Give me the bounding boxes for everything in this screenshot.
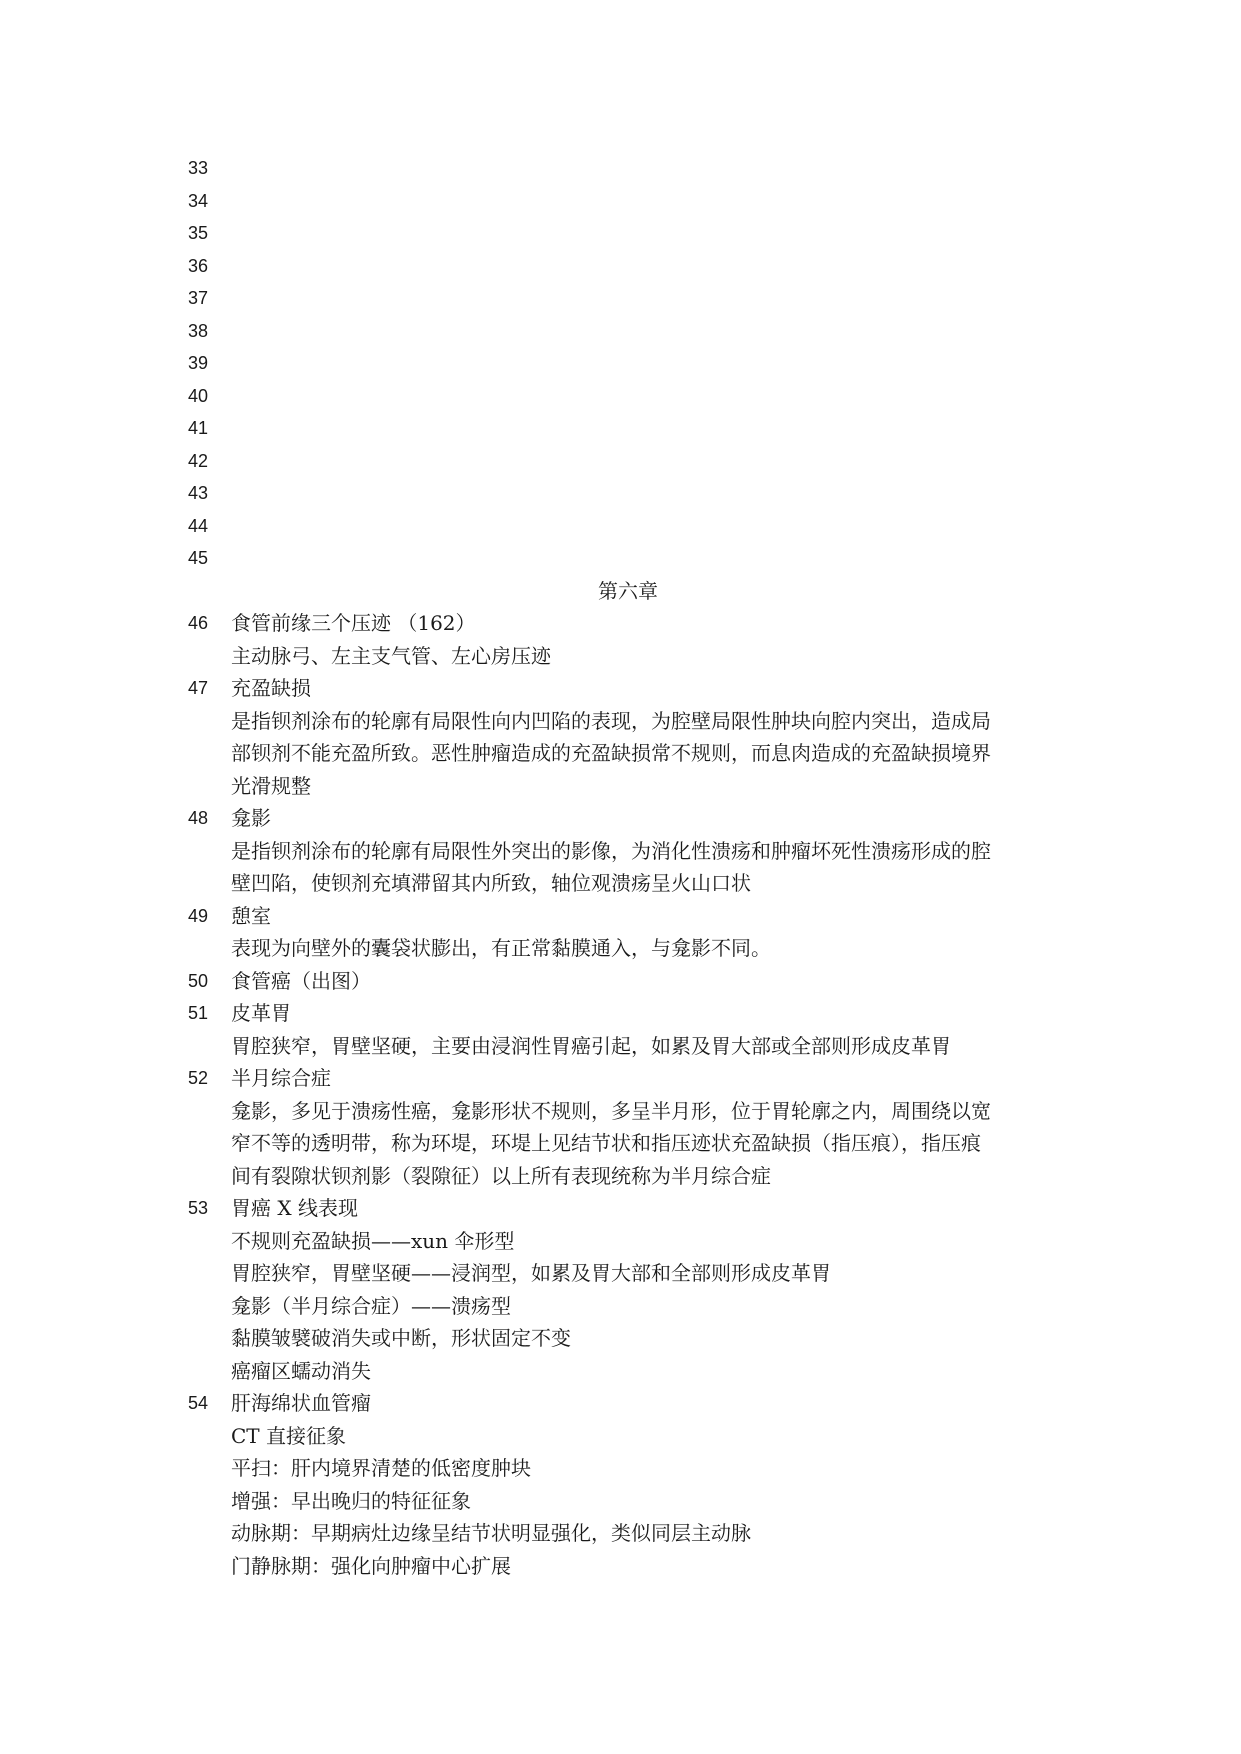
line-text: 增强：早出晚归的特征征象 — [231, 1488, 471, 1513]
line-text: 窄不等的透明带，称为环堤，环堤上见结节状和指压迹状充盈缺损（指压痕），指压痕 — [231, 1131, 981, 1155]
line-number: 54 — [188, 1393, 209, 1413]
document-line — [188, 347, 1068, 380]
document-line — [188, 867, 1068, 900]
line-text: 门静脉期：强化向肿瘤中心扩展 — [231, 1553, 511, 1578]
document-line — [188, 217, 1068, 250]
line-text: 憩室 — [231, 903, 271, 928]
document-line — [188, 380, 1068, 413]
line-number: 48 — [188, 808, 209, 828]
line-text: 动脉期：早期病灶边缘呈结节状明显强化，类似同层主动脉 — [231, 1521, 751, 1545]
document-line — [188, 542, 1068, 575]
line-text: 是指钡剂涂布的轮廓有局限性向内凹陷的表现，为腔壁局限性肿块向腔内突出，造成局 — [231, 708, 991, 733]
document-line — [188, 1160, 1068, 1193]
document-line — [188, 412, 1068, 445]
document-line — [188, 1192, 1068, 1225]
line-number: 50 — [188, 970, 209, 991]
document-line — [188, 835, 1068, 868]
line-number: 38 — [188, 320, 209, 341]
document-line — [188, 737, 1068, 770]
line-number: 46 — [188, 613, 209, 633]
line-text: 肝海绵状血管瘤 — [231, 1391, 371, 1415]
line-number: 51 — [188, 1003, 209, 1023]
line-number: 52 — [188, 1068, 209, 1088]
document-line — [188, 315, 1068, 348]
document-line — [188, 1095, 1068, 1128]
line-number: 37 — [188, 288, 209, 308]
document-line — [188, 250, 1068, 283]
line-text: 黏膜皱襞破消失或中断，形状固定不变 — [231, 1326, 571, 1350]
document-line — [188, 1030, 1068, 1063]
line-number: 35 — [188, 223, 209, 243]
document-line — [188, 900, 1068, 933]
document-line — [188, 510, 1068, 543]
line-text: 半月综合症 — [231, 1066, 331, 1090]
document-line — [188, 1420, 1068, 1453]
document-line — [188, 1550, 1068, 1583]
line-text: 壁凹陷，使钡剂充填滞留其内所致，轴位观溃疡呈火山口状 — [231, 871, 751, 895]
line-text: 间有裂隙状钡剂影（裂隙征）以上所有表现统称为半月综合症 — [231, 1163, 771, 1188]
chapter-title: 第六章 — [598, 578, 658, 603]
document-line — [188, 1452, 1068, 1485]
chapter-heading-line — [188, 575, 1068, 608]
line-text: 部钡剂不能充盈所致。恶性肿瘤造成的充盈缺损常不规则，而息肉造成的充盈缺损境界 — [231, 741, 991, 765]
line-text: 食管前缘三个压迹 （162） — [231, 611, 476, 635]
document-line — [188, 1225, 1068, 1258]
line-text: 龛影，多见于溃疡性癌，龛影形状不规则，多呈半月形，位于胃轮廓之内，周围绕以宽 — [231, 1098, 991, 1123]
document-line — [188, 477, 1068, 510]
document-line — [188, 1257, 1068, 1290]
document-line — [188, 152, 1068, 185]
line-text: 充盈缺损 — [231, 676, 311, 700]
document-body — [188, 152, 1068, 1582]
document-line — [188, 997, 1068, 1030]
line-number: 53 — [188, 1198, 209, 1218]
document-line — [188, 640, 1068, 673]
document-line — [188, 1062, 1068, 1095]
line-text: 是指钡剂涂布的轮廓有局限性外突出的影像，为消化性溃疡和肿瘤坏死性溃疡形成的腔 — [231, 838, 991, 863]
line-number: 40 — [188, 385, 209, 406]
line-text: 食管癌（出图） — [231, 968, 371, 993]
line-text: 不规则充盈缺损——xun 伞形型 — [231, 1228, 515, 1253]
document-line — [188, 672, 1068, 705]
line-number: 39 — [188, 353, 209, 373]
document-line — [188, 445, 1068, 478]
line-text: 胃癌 X 线表现 — [231, 1196, 358, 1220]
line-text: 癌瘤区蠕动消失 — [231, 1358, 371, 1383]
line-number: 44 — [188, 515, 209, 536]
line-text: 表现为向壁外的囊袋状膨出，有正常黏膜通入，与龛影不同。 — [231, 936, 771, 960]
line-number: 43 — [188, 483, 209, 503]
document-line — [188, 770, 1068, 803]
document-line — [188, 1355, 1068, 1388]
line-number: 36 — [188, 255, 209, 276]
line-text: 胃腔狭窄，胃壁坚硬，主要由浸润性胃癌引起，如累及胃大部或全部则形成皮革胃 — [231, 1033, 951, 1058]
line-text: 光滑规整 — [231, 773, 311, 798]
document-line — [188, 802, 1068, 835]
line-text: 胃腔狭窄，胃壁坚硬——浸润型，如累及胃大部和全部则形成皮革胃 — [231, 1261, 831, 1285]
document-line — [188, 1485, 1068, 1518]
line-text: 平扫：肝内境界清楚的低密度肿块 — [231, 1456, 531, 1480]
line-number: 49 — [188, 905, 209, 926]
line-text: 皮革胃 — [231, 1001, 291, 1025]
line-number: 45 — [188, 548, 209, 568]
document-line — [188, 1290, 1068, 1323]
document-line — [188, 185, 1068, 218]
document-line — [188, 1517, 1068, 1550]
document-line — [188, 705, 1068, 738]
line-text: CT 直接征象 — [231, 1423, 346, 1448]
line-number: 47 — [188, 678, 209, 698]
document-line — [188, 1127, 1068, 1160]
line-number: 42 — [188, 450, 209, 471]
document-line — [188, 607, 1068, 640]
document-line — [188, 965, 1068, 998]
document-line — [188, 1322, 1068, 1355]
line-number: 41 — [188, 418, 209, 438]
line-text: 龛影（半月综合症）——溃疡型 — [231, 1293, 511, 1318]
line-number: 34 — [188, 190, 209, 211]
line-text: 主动脉弓、左主支气管、左心房压迹 — [231, 643, 551, 668]
line-number: 33 — [188, 158, 209, 178]
document-line — [188, 932, 1068, 965]
document-line — [188, 1387, 1068, 1420]
line-text: 龛影 — [231, 806, 271, 830]
document-line — [188, 282, 1068, 315]
